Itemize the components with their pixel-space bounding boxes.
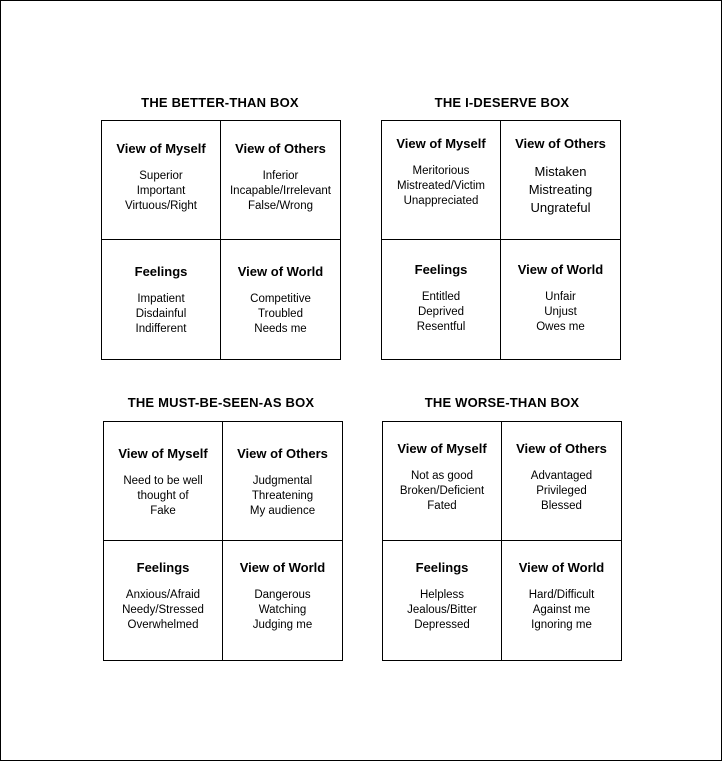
cell-line: Superior: [139, 170, 183, 182]
feelings-heading: Feelings: [134, 264, 188, 279]
cell-line: Unjust: [544, 306, 577, 318]
cell-line: Owes me: [536, 321, 585, 333]
feelings-cell: [104, 541, 223, 660]
cell-line: My audience: [249, 505, 316, 517]
view-of-myself-cell: [382, 121, 501, 240]
cell-line: Inferior: [262, 170, 299, 182]
box-title-better-than: THE BETTER-THAN BOX: [141, 95, 299, 110]
worse-than-box: [382, 421, 622, 661]
cell-line: Need to be well: [123, 475, 203, 487]
cell-line: Meritorious: [412, 165, 470, 177]
view-of-others-cell: [223, 422, 342, 541]
view-of-world-cell: [502, 541, 621, 660]
view-of-myself-cell: [102, 121, 221, 240]
cell-line: Competitive: [250, 293, 311, 305]
cell-line: Ungrateful: [530, 200, 591, 215]
view-of-myself-cell: [383, 422, 502, 541]
cell-line: False/Wrong: [248, 200, 313, 212]
cell-line: Impatient: [137, 293, 185, 305]
cell-line: Mistreating: [528, 182, 593, 197]
cell-line: Hard/Difficult: [528, 589, 595, 601]
view-of-others-heading: View of Others: [237, 446, 328, 461]
feelings-cell: [102, 240, 221, 359]
cell-line: Threatening: [251, 490, 314, 502]
cell-line: Disdainful: [135, 308, 187, 320]
cell-line: Entitled: [421, 291, 461, 303]
cell-line: Judgmental: [252, 475, 313, 487]
cell-line: Anxious/Afraid: [125, 589, 201, 601]
view-of-others-heading: View of Others: [516, 441, 607, 456]
view-of-world-heading: View of World: [518, 560, 605, 575]
view-of-world-cell: [223, 541, 342, 660]
cell-line: Incapable/Irrelevant: [229, 185, 331, 197]
cell-line: Mistreated/Victim: [397, 180, 485, 192]
cell-line: Helpless: [419, 589, 465, 601]
cell-line: Not as good: [410, 470, 473, 482]
feelings-cell: [383, 541, 502, 660]
view-of-myself-heading: View of Myself: [118, 446, 208, 461]
view-of-others-heading: View of Others: [235, 141, 326, 156]
feelings-cell: [382, 240, 501, 359]
cell-line: Overwhelmed: [127, 619, 199, 631]
view-of-world-heading: View of World: [239, 560, 326, 575]
cell-line: Mistaken: [534, 164, 587, 179]
view-of-world-heading: View of World: [517, 262, 604, 277]
cell-line: Broken/Deficient: [399, 485, 485, 497]
feelings-heading: Feelings: [415, 560, 469, 575]
feelings-heading: Feelings: [414, 262, 468, 277]
cell-line: Depressed: [414, 619, 470, 631]
cell-line: Advantaged: [530, 470, 593, 482]
cell-line: Indifferent: [135, 323, 187, 335]
cell-line: Fake: [150, 505, 176, 517]
cell-line: Blessed: [541, 500, 582, 512]
view-of-others-cell: [221, 121, 340, 240]
view-of-myself-heading: View of Myself: [396, 136, 486, 151]
cell-line: Virtuous/Right: [124, 200, 198, 212]
view-of-others-heading: View of Others: [515, 136, 606, 151]
cell-line: Fated: [427, 500, 457, 512]
cell-line: Troubled: [258, 308, 303, 320]
box-title-i-deserve: THE I-DESERVE BOX: [434, 95, 570, 110]
cell-line: thought of: [137, 490, 189, 502]
cell-line: Needy/Stressed: [122, 604, 204, 616]
view-of-world-cell: [221, 240, 340, 359]
i-deserve-box: [381, 120, 621, 360]
cell-line: Ignoring me: [531, 619, 592, 631]
cell-line: Unfair: [545, 291, 576, 303]
view-of-myself-heading: View of Myself: [116, 141, 206, 156]
cell-line: Needs me: [254, 323, 307, 335]
view-of-world-heading: View of World: [237, 264, 324, 279]
better-than-box: [101, 120, 341, 360]
view-of-world-cell: [501, 240, 620, 359]
feelings-heading: Feelings: [136, 560, 190, 575]
cell-line: Resentful: [416, 321, 466, 333]
view-of-others-cell: [501, 121, 620, 240]
cell-line: Jealous/Bitter: [407, 604, 477, 616]
view-of-myself-cell: [104, 422, 223, 541]
cell-line: Important: [136, 185, 186, 197]
view-of-others-cell: [502, 422, 621, 541]
cell-line: Privileged: [536, 485, 587, 497]
cell-line: Judging me: [252, 619, 313, 631]
box-title-must-be-seen-as: THE MUST-BE-SEEN-AS BOX: [127, 395, 315, 410]
cell-line: Watching: [258, 604, 307, 616]
cell-line: Dangerous: [254, 589, 311, 601]
must-be-seen-as-box: [103, 421, 343, 661]
cell-line: Unappreciated: [403, 195, 479, 207]
cell-line: Deprived: [417, 306, 465, 318]
view-of-myself-heading: View of Myself: [397, 441, 487, 456]
box-title-worse-than: THE WORSE-THAN BOX: [424, 395, 580, 410]
cell-line: Against me: [532, 604, 591, 616]
